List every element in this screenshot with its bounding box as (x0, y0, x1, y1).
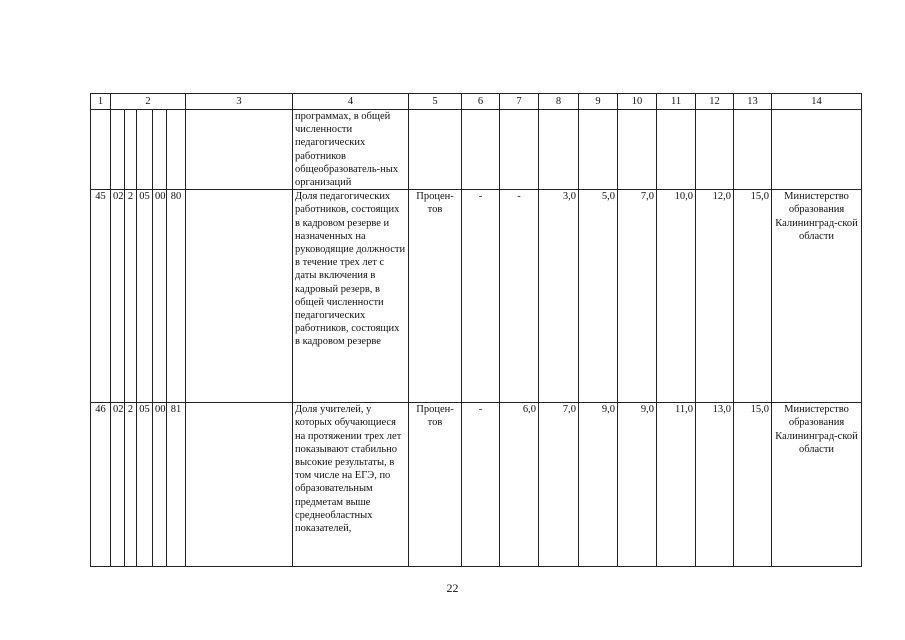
header-cell-10: 10 (618, 94, 657, 110)
code-segment: 00 (153, 403, 167, 567)
value-col13: 15,0 (734, 190, 772, 403)
header-cell-9: 9 (579, 94, 618, 110)
code-segment: 05 (137, 403, 153, 567)
value-col12: 12,0 (696, 190, 734, 403)
unit-cell: Процен-тов (409, 403, 462, 567)
code-segment: 80 (167, 190, 186, 403)
header-row (91, 94, 862, 110)
page-number: 22 (446, 581, 459, 595)
indicator-text: Доля педагогических работников, состоящих в кадровом резерве и назначенных на руководящие должности в течение трех лет с даты включения в кадровый резерв, в общей численности педагогических работников, состоящих в кадровом резерве (293, 190, 409, 403)
value-col11: 10,0 (657, 190, 696, 403)
row-number: 46 (91, 403, 111, 567)
code-segment: 02 (111, 190, 125, 403)
responsible-cell: Министерство образования Калининград-ской области (772, 403, 862, 567)
header-cell-3: 3 (186, 94, 293, 110)
value-col6: - (462, 190, 500, 403)
unit-cell: Процен-тов (409, 190, 462, 403)
code-segment: 2 (125, 403, 137, 567)
header-cell-6: 6 (462, 94, 500, 110)
table-row (91, 190, 862, 403)
col3-cell (186, 403, 293, 567)
value-col6: - (462, 403, 500, 567)
header-cell-13: 13 (734, 94, 772, 110)
responsible-cell: Министерство образования Калининград-ской области (772, 190, 862, 403)
header-cell-8: 8 (539, 94, 579, 110)
continuation-indicator-text: программах, в общей численности педагогических работников общеобразователь-ных организаций (293, 110, 409, 190)
header-cell-14: 14 (772, 94, 862, 110)
value-col9: 9,0 (579, 403, 618, 567)
header-cell-4: 4 (293, 94, 409, 110)
row-number: 45 (91, 190, 111, 403)
indicator-text: Доля учителей, у которых обучающиеся на протяжении трех лет показывают стабильно высокие результаты, в том числе на ЕГЭ, по образовательным предметам выше среднеобластных показателей, (293, 403, 409, 567)
header-cell-5: 5 (409, 94, 462, 110)
value-col8: 7,0 (539, 403, 579, 567)
table-row (91, 403, 862, 567)
value-col10: 7,0 (618, 190, 657, 403)
code-segment: 02 (111, 403, 125, 567)
col3-cell (186, 190, 293, 403)
code-segment: 05 (137, 190, 153, 403)
indicator-table (90, 93, 862, 567)
code-segment: 81 (167, 403, 186, 567)
header-cell-1: 1 (91, 94, 111, 110)
header-cell-11: 11 (657, 94, 696, 110)
code-segment: 00 (153, 190, 167, 403)
value-col10: 9,0 (618, 403, 657, 567)
value-col9: 5,0 (579, 190, 618, 403)
value-col12: 13,0 (696, 403, 734, 567)
value-col7: - (500, 190, 539, 403)
code-segment: 2 (125, 190, 137, 403)
value-col7: 6,0 (500, 403, 539, 567)
value-col11: 11,0 (657, 403, 696, 567)
continuation-row (91, 110, 862, 190)
header-cell-7: 7 (500, 94, 539, 110)
header-cell-2: 2 (111, 94, 186, 110)
value-col13: 15,0 (734, 403, 772, 567)
value-col8: 3,0 (539, 190, 579, 403)
header-cell-12: 12 (696, 94, 734, 110)
